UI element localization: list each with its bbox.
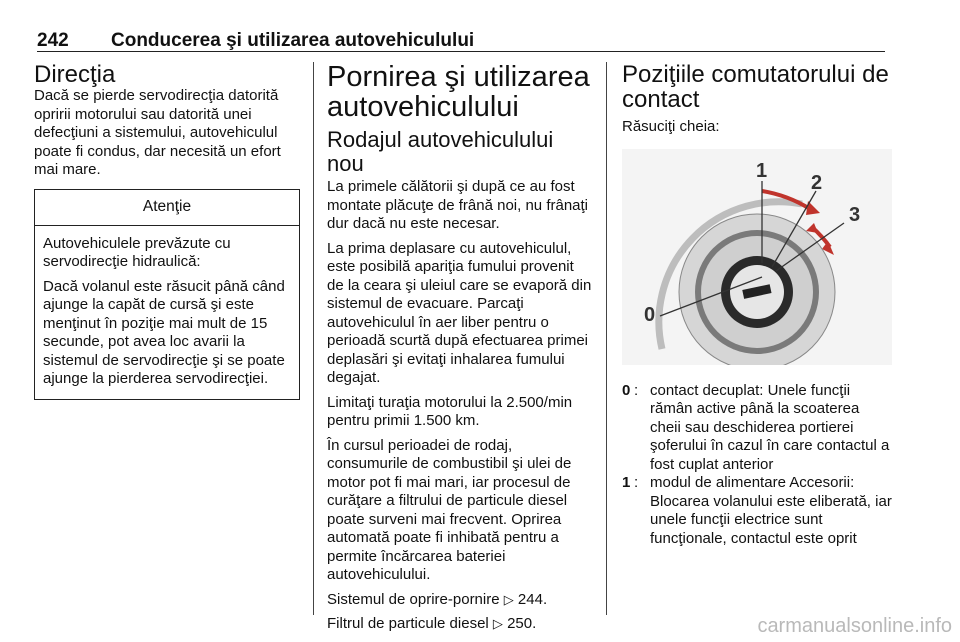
steering-paragraph: Dacă se pierde servodirecţia datorită opririi motorului sau datorită unei defecţiuni a sistemului, autovehiculul poate fi condus, dar necesită un efort mai mare. <box>34 87 281 178</box>
header-rule <box>37 51 885 52</box>
ignition-switch-illustration <box>622 149 892 365</box>
section-heading-ignition: Poziţiile comutatorului de contact <box>622 61 889 113</box>
cross-reference-diesel-filter[interactable] <box>327 615 593 634</box>
body-paragraph: La primele călătorii şi după ce au fost montate plăcuţe de frână noi, nu frânaţi dur dacă nu este necesar. <box>327 178 589 232</box>
column-ignition <box>622 62 892 548</box>
list-item-separator: : <box>634 381 639 399</box>
section-heading-steering: Direcţia <box>34 61 116 88</box>
position-list <box>622 382 892 549</box>
chapter-title: Conducerea şi utilizarea autovehiculului <box>111 30 475 51</box>
list-item-separator: : <box>634 474 639 491</box>
watermark: carmanualsonline.info <box>757 615 952 637</box>
warning-paragraph: Dacă volanul este răsucit până când ajunge la capăt de cursă şi este menţinut în poziţie mai mult de 15 secunde, pot avea loc avarii la sistemul de servodirecţie şi se poate ajunge la pierderea servodirecţiei. <box>43 277 285 387</box>
warning-box <box>34 189 300 400</box>
position-label-0: 0 <box>644 303 656 326</box>
subheading-running-in: Rodajul autovehiculului nou <box>327 127 554 176</box>
warning-title: Atenţie <box>35 190 299 226</box>
body-paragraph: La prima deplasare cu autovehiculul, este posibilă apariţia fumului provenit de la ceara şi uleiul care se evaporă din sistemul de evacuare. Parcaţi autovehiculul în aer liber pentru o perioadă scurtă după efectuarea primei deplasări şi evitaţi inhalarea fumului degajat. <box>327 239 592 386</box>
list-item-key: 1 <box>622 474 631 491</box>
column-divider <box>606 62 607 615</box>
column-divider <box>313 62 314 615</box>
page-reference-arrow-icon: ▷ <box>503 591 514 607</box>
column-starting <box>327 62 593 640</box>
section-heading-starting: Pornirea şi utilizarea autovehiculului <box>327 61 590 123</box>
warning-body <box>35 226 299 399</box>
reference-page: 250. <box>507 615 537 632</box>
reference-page: 244. <box>517 590 548 608</box>
list-item <box>622 474 892 548</box>
reference-text: Sistemul de oprire-pornire <box>327 590 500 608</box>
body-paragraph: În cursul perioadei de rodaj, consumurile de combustibil şi ulei de motor pot fi mai mari, iar procesul de curăţare a filtrului de particule diesel poate surveni mai frecvent. Oprirea automată poate fi inhibată pentru a permite încărcarea bateriei autovehiculului. <box>327 436 572 583</box>
column-steering <box>34 62 300 400</box>
page-number: 242 <box>37 30 69 51</box>
position-label-1: 1 <box>756 159 768 182</box>
page-header <box>37 30 885 50</box>
position-label-2: 2 <box>811 171 823 194</box>
page-reference-arrow-icon: ▷ <box>492 616 503 631</box>
list-item-text: modul de alimentare Accesorii: Blocarea volanului este eliberată, iar unele funcţii electrice sunt funcţionale, contactul este oprit <box>650 474 892 547</box>
list-item-key: 0 <box>622 381 631 399</box>
ignition-intro: Răsuciţi cheia: <box>622 118 720 135</box>
list-item <box>622 382 892 475</box>
cross-reference-stop-start[interactable] <box>327 591 593 610</box>
body-paragraph: Limitaţi turaţia motorului la 2.500/min pentru primii 1.500 km. <box>327 393 573 429</box>
position-label-3: 3 <box>849 203 861 226</box>
list-item-text: contact decuplat: Unele funcţii rămân active până la scoaterea cheii sau deschiderea portierei şoferului în cazul în care contactul a fost cuplat anterior <box>650 381 890 473</box>
reference-text: Filtrul de particule diesel <box>327 615 489 632</box>
warning-paragraph: Autovehiculele prevăzute cu servodirecţie hidraulică: <box>43 234 231 270</box>
